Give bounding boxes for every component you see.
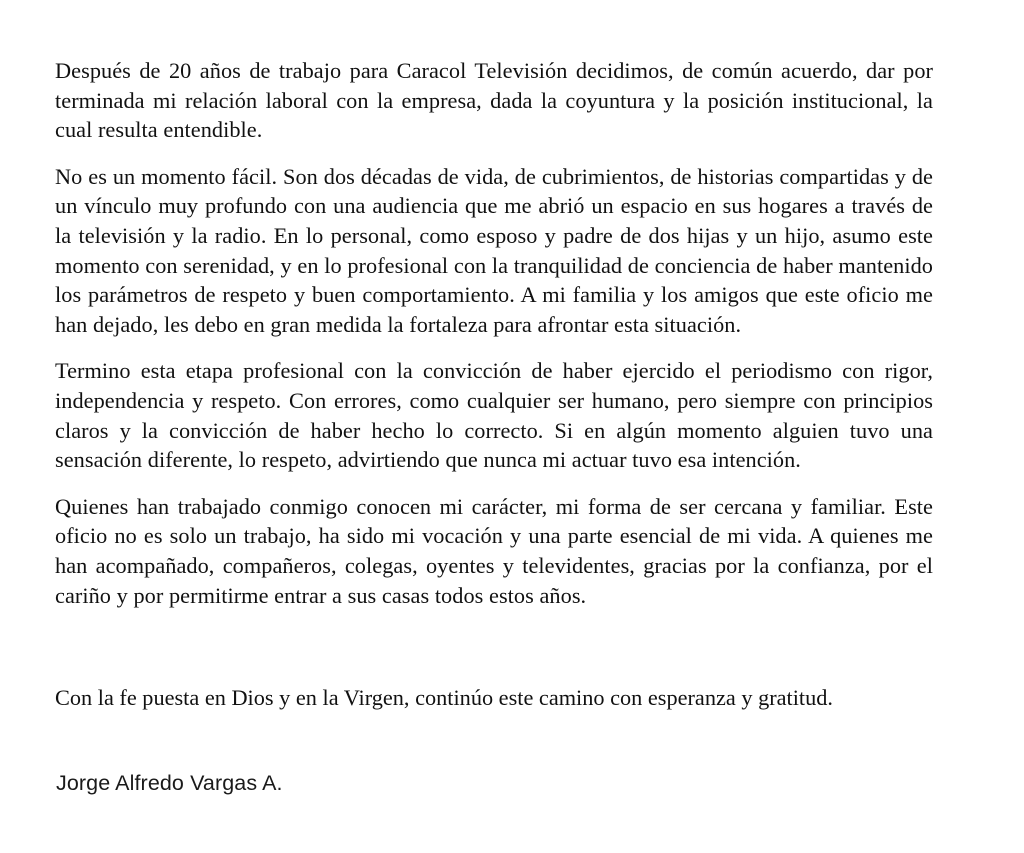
letter-closing-line: Con la fe puesta en Dios y en la Virgen, continúo este camino con esperanza y gratitud. — [55, 685, 833, 710]
letter-signature: Jorge Alfredo Vargas A. — [56, 771, 283, 795]
letter-paragraph-3: Termino esta etapa profesional con la convicción de haber ejercido el periodismo con rigor, independencia y respeto. Con errores, como cualquier ser humano, pero siempre con principios claros y la convicción de haber hecho lo correcto. Si en algún momento alguien tuvo una sensación diferente, lo respeto, advirtiendo que nunca mi actuar tuvo esa intención. — [55, 358, 933, 473]
letter-paragraph-1: Después de 20 años de trabajo para Caracol Televisión decidimos, de común acuerdo, dar por terminada mi relación laboral con la empresa, dada la coyuntura y la posición institucional, la cual resulta entendible. — [55, 58, 933, 143]
letter-paragraph-4: Quienes han trabajado conmigo conocen mi carácter, mi forma de ser cercana y familiar. Este oficio no es solo un trabajo, ha sido mi vocación y una parte esencial de mi vida. A quienes me han acompañado, compañeros, colegas, oyentes y televidentes, gracias por la confianza, por el cariño y por permitirme entrar a sus casas todos estos años. — [55, 493, 933, 608]
letter-paragraph-2: No es un momento fácil. Son dos décadas de vida, de cubrimientos, de historias compartidas y de un vínculo muy profundo con una audiencia que me abrió un espacio en sus hogares a través de la televisión y la radio. En lo personal, como esposo y padre de dos hijas y un hijo, asumo este momento con serenidad, y en lo profesional con la tranquilidad de conciencia de haber mantenido los parámetros de respeto y buen comportamiento. A mi familia y los amigos que este oficio me han dejado, les debo en gran medida la fortaleza para afrontar esta situación. — [55, 163, 933, 337]
letter-body — [55, 56, 933, 610]
